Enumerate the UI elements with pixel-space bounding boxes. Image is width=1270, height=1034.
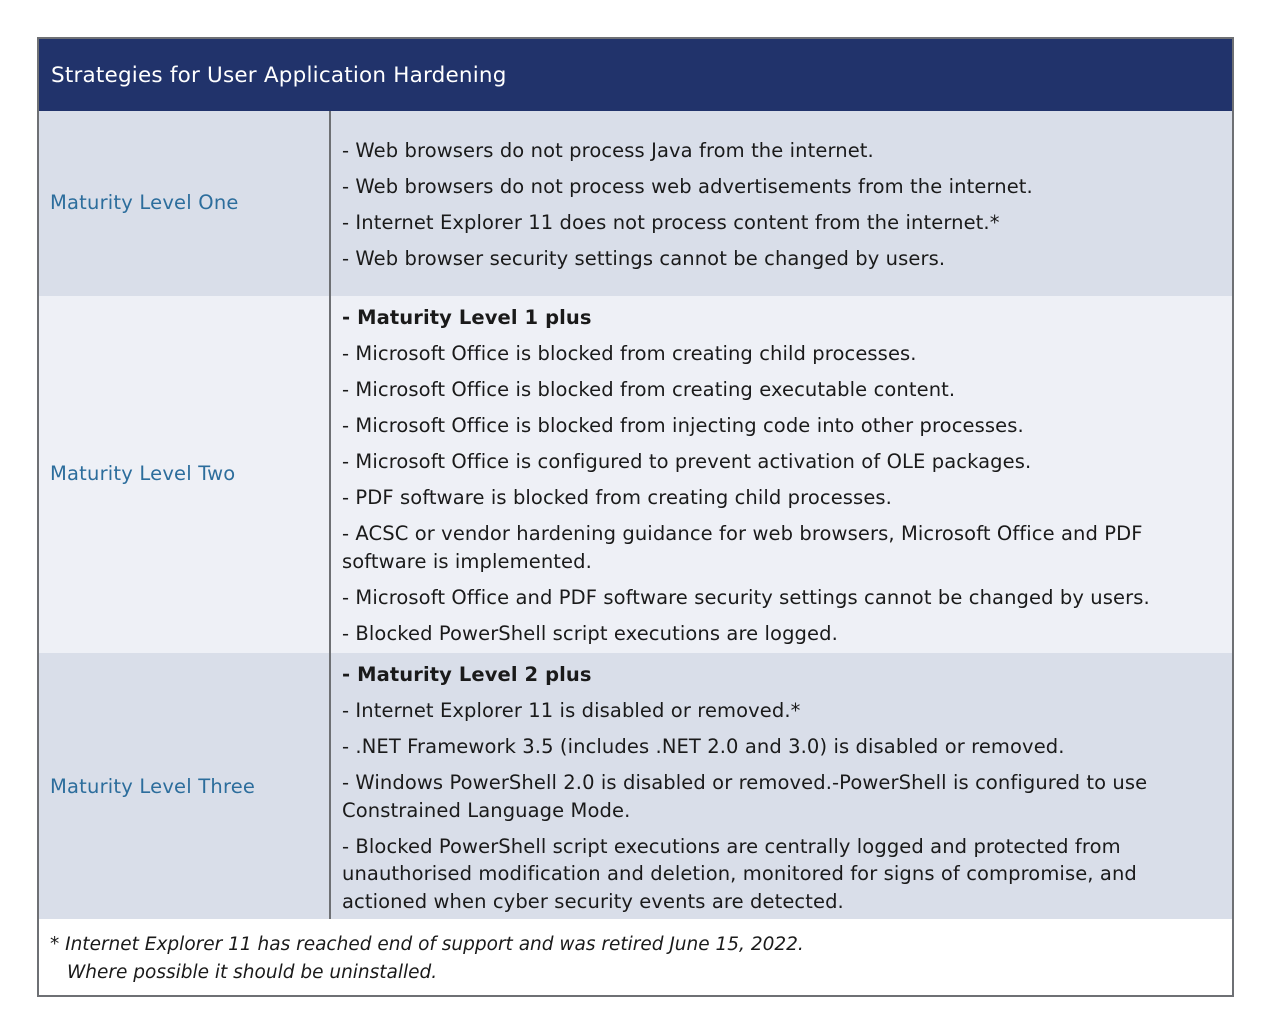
table-footer bbox=[39, 919, 1232, 995]
list-item: - Internet Explorer 11 is disabled or removed.* bbox=[342, 699, 801, 722]
row-maturity-level-two bbox=[39, 296, 1232, 655]
list-item: - Web browser security settings cannot be changed by users. bbox=[342, 247, 946, 270]
label-cell bbox=[39, 296, 331, 653]
level-label: Maturity Level Two bbox=[50, 462, 236, 485]
hardening-table bbox=[37, 37, 1234, 997]
list-item: - Microsoft Office is blocked from creating child processes. bbox=[342, 342, 917, 365]
list-item: - Web browsers do not process Java from the internet. bbox=[342, 139, 874, 162]
list-item: - Blocked PowerShell script executions are centrally logged and protected from unauthorised modification and deletion, monitored for signs of compromise, and actioned when cyber security events are detected. bbox=[342, 834, 1137, 913]
list-item: - Blocked PowerShell script executions are logged. bbox=[342, 621, 838, 645]
footnote-line-1: * Internet Explorer 11 has reached end of support and was retired June 15, 2022. bbox=[50, 934, 804, 955]
list-item: - Microsoft Office and PDF software security settings cannot be changed by users. bbox=[342, 585, 1150, 609]
list-item: - Microsoft Office is blocked from injecting code into other processes. bbox=[342, 414, 1024, 437]
level-items bbox=[342, 304, 1192, 647]
level-label: Maturity Level Three bbox=[50, 775, 256, 798]
level-label: Maturity Level One bbox=[50, 191, 239, 214]
list-item: - ACSC or vendor hardening guidance for web browsers, Microsoft Office and PDF software is implemented. bbox=[342, 522, 1143, 573]
list-item: - PDF software is blocked from creating child processes. bbox=[342, 486, 892, 509]
level-items bbox=[342, 137, 1192, 273]
list-item: - Microsoft Office is configured to prevent activation of OLE packages. bbox=[342, 450, 1032, 473]
level-items bbox=[342, 661, 1192, 915]
list-item: - Microsoft Office is blocked from creating executable content. bbox=[342, 378, 956, 401]
table-title: Strategies for User Application Hardening bbox=[51, 63, 507, 88]
list-item: - Internet Explorer 11 does not process content from the internet.* bbox=[342, 211, 1000, 234]
footnote bbox=[50, 931, 804, 987]
label-cell bbox=[39, 111, 331, 296]
list-item: - Windows PowerShell 2.0 is disabled or removed.-PowerShell is configured to use Constrained Language Mode. bbox=[342, 771, 1148, 822]
list-item: - Web browsers do not process web advertisements from the internet. bbox=[342, 175, 1033, 198]
footnote-line-2: Where possible it should be uninstalled. bbox=[67, 962, 438, 983]
list-item: - .NET Framework 3.5 (includes .NET 2.0 and 3.0) is disabled or removed. bbox=[342, 735, 1065, 758]
table-header bbox=[39, 39, 1232, 113]
label-cell bbox=[39, 653, 331, 921]
row-maturity-level-one bbox=[39, 111, 1232, 298]
list-item-heading: - Maturity Level 2 plus bbox=[342, 663, 592, 686]
row-maturity-level-three bbox=[39, 653, 1232, 923]
list-item-heading: - Maturity Level 1 plus bbox=[342, 306, 592, 329]
